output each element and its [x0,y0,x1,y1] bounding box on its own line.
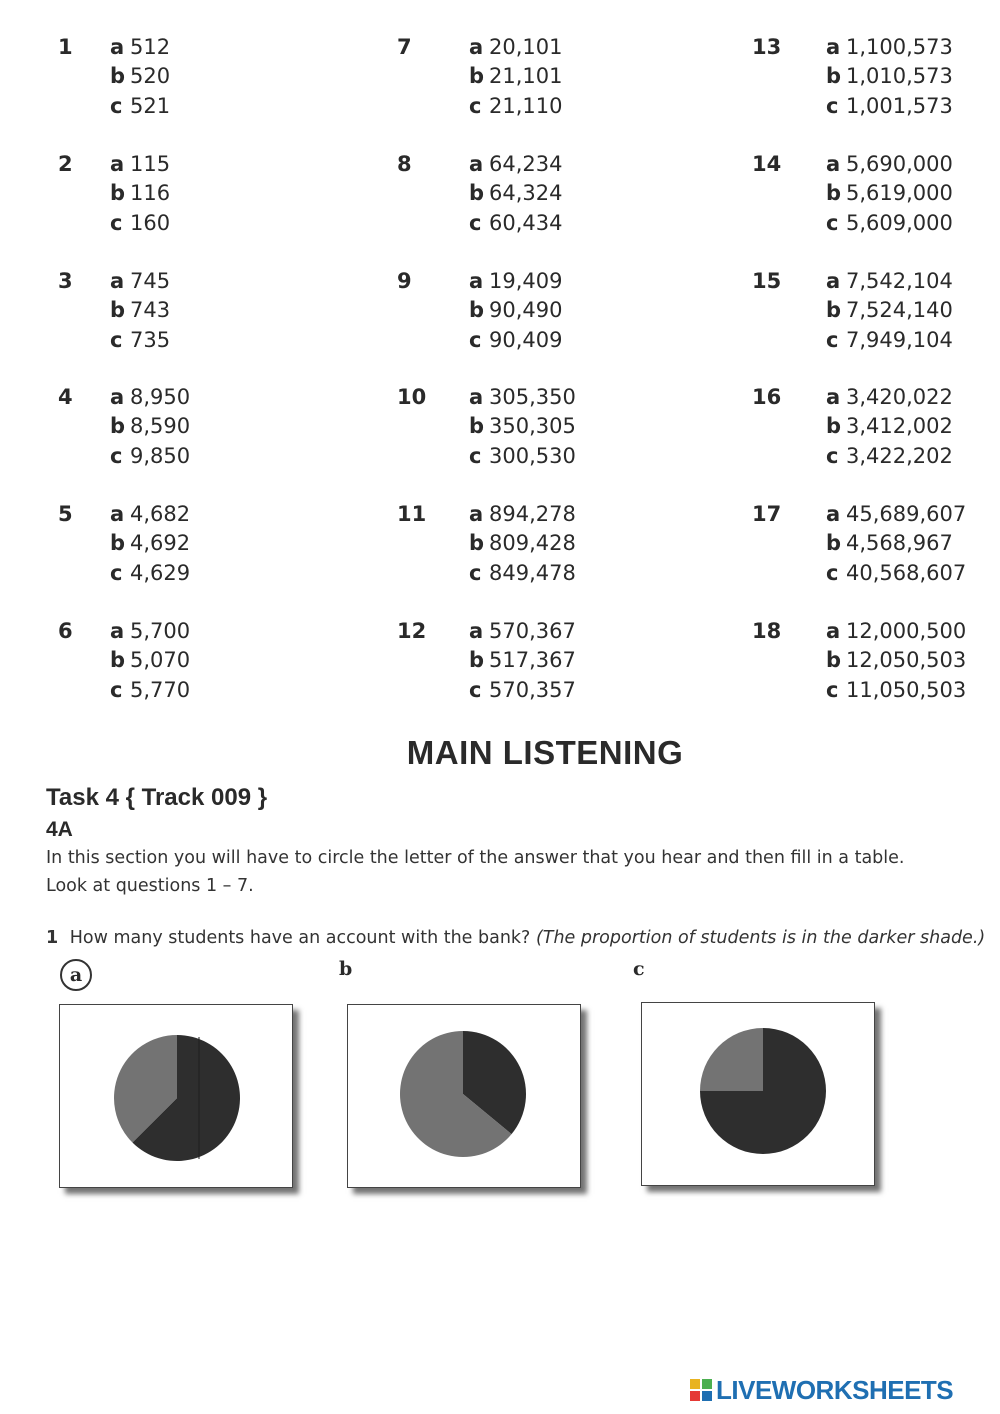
pie-chart-a [60,1005,292,1187]
choice-a-label: a [69,964,83,986]
option-letter: b [110,414,126,439]
option-8-b[interactable] [469,179,562,208]
option-value: 3,422,202 [846,443,953,468]
instruction-line-1: In this section you will have to circle the letter of the answer that you hear and then fill in a table. [46,848,905,868]
question-note: (The proportion of students is in the darker shade.) [535,928,986,948]
option-3-c[interactable] [110,326,170,355]
option-15-a[interactable] [826,267,953,296]
option-value: 300,530 [489,443,576,468]
option-value: 570,367 [489,619,576,643]
option-letter: b [110,298,126,323]
option-letter: a [469,619,484,643]
option-value: 115 [130,152,171,176]
option-5-c[interactable] [110,559,190,588]
option-value: 570,357 [489,677,576,702]
option-value: 4,682 [130,502,191,526]
option-16-a[interactable] [826,383,953,412]
pie-chart-b [348,1005,580,1187]
question-number-15: 15 [752,269,782,293]
question-number-2: 2 [58,152,73,176]
question-number-10: 10 [397,385,427,409]
option-value: 7,524,140 [846,298,953,323]
logo-icon [690,1379,712,1401]
question-number-6: 6 [58,619,73,643]
option-value: 3,420,022 [846,385,953,409]
option-letter: c [826,327,839,352]
option-letter: a [110,619,125,643]
option-18-a[interactable] [826,617,966,646]
option-value: 40,568,607 [846,560,967,585]
option-value: 4,692 [130,531,191,556]
instruction-line-2: Look at questions 1 – 7. [46,876,254,896]
option-value: 5,770 [130,677,191,702]
option-12-a[interactable] [469,617,576,646]
option-value: 3,412,002 [846,414,953,439]
option-value: 4,568,967 [846,531,953,556]
pie-chart-a-box[interactable] [59,1004,293,1188]
option-letter: a [826,269,841,293]
option-letter: b [110,531,126,556]
choice-a[interactable] [60,959,92,991]
option-letter: c [469,210,482,235]
option-value: 5,619,000 [846,181,953,206]
option-value: 517,367 [489,648,576,673]
option-value: 1,100,573 [846,35,953,59]
option-13-a[interactable] [826,33,953,62]
question-number-5: 5 [58,502,73,526]
option-value: 8,950 [130,385,191,409]
option-letter: a [469,152,484,176]
option-letter: a [110,35,125,59]
option-7-c[interactable] [469,92,562,121]
option-letter: c [826,210,839,235]
option-2-c[interactable] [110,209,170,238]
option-10-a[interactable] [469,383,576,412]
option-value: 5,690,000 [846,152,953,176]
option-value: 4,629 [130,560,191,585]
option-letter: c [469,443,482,468]
option-value: 305,350 [489,385,576,409]
option-letter: b [826,298,842,323]
option-14-a[interactable] [826,150,953,179]
option-letter: b [826,181,842,206]
option-value: 849,478 [489,560,576,585]
option-value: 45,689,607 [846,502,967,526]
choice-c[interactable] [633,958,645,980]
option-14-c[interactable] [826,209,953,238]
logo-text: LIVEWORKSHEETS [716,1374,954,1405]
option-value: 90,409 [489,327,563,352]
option-value: 116 [130,181,171,206]
option-value: 735 [130,327,171,352]
option-3-a[interactable] [110,267,170,296]
option-17-c[interactable] [826,559,966,588]
option-letter: a [826,35,841,59]
option-letter: b [469,181,485,206]
option-letter: a [469,269,484,293]
option-7-a[interactable] [469,33,562,62]
option-letter: c [110,210,123,235]
option-16-c[interactable] [826,442,953,471]
option-value: 19,409 [489,269,563,293]
option-6-b[interactable] [110,646,190,675]
option-letter: b [469,298,485,323]
option-18-b[interactable] [826,646,966,675]
option-letter: b [826,414,842,439]
option-9-b[interactable] [469,296,562,325]
pie-chart-c-box[interactable] [641,1002,875,1186]
option-value: 64,324 [489,181,563,206]
option-letter: c [110,327,123,352]
option-15-b[interactable] [826,296,953,325]
option-value: 743 [130,298,171,323]
pie-c-slice-other [700,1028,763,1091]
option-letter: c [826,677,839,702]
option-value: 12,050,503 [846,648,967,673]
option-value: 20,101 [489,35,563,59]
option-1-c[interactable] [110,92,170,121]
option-letter: c [826,443,839,468]
option-8-c[interactable] [469,209,562,238]
question-number-1: 1 [58,35,73,59]
option-value: 5,700 [130,619,191,643]
option-15-c[interactable] [826,326,953,355]
option-letter: c [110,560,123,585]
option-value: 8,590 [130,414,191,439]
option-10-c[interactable] [469,442,576,471]
option-letter: b [110,64,126,89]
option-17-a[interactable] [826,500,966,529]
option-value: 90,490 [489,298,563,323]
option-letter: a [826,502,841,526]
option-value: 11,050,503 [846,677,967,702]
option-letter: a [826,385,841,409]
option-14-b[interactable] [826,179,953,208]
option-letter: b [469,64,485,89]
option-value: 64,234 [489,152,563,176]
option-9-c[interactable] [469,326,562,355]
option-letter: c [469,327,482,352]
option-16-b[interactable] [826,412,953,441]
question-number-7: 7 [397,35,412,59]
option-letter: b [110,181,126,206]
question-number-16: 16 [752,385,782,409]
option-letter: a [826,152,841,176]
question-number-14: 14 [752,152,782,176]
option-letter: a [110,152,125,176]
option-13-c[interactable] [826,92,953,121]
option-letter: a [110,502,125,526]
option-letter: a [469,35,484,59]
question-number-18: 18 [752,619,782,643]
option-10-b[interactable] [469,412,576,441]
option-11-c[interactable] [469,559,576,588]
question-number: 1 [46,928,59,948]
option-letter: a [826,619,841,643]
option-2-b[interactable] [110,179,170,208]
question-number-8: 8 [397,152,412,176]
option-5-a[interactable] [110,500,190,529]
option-value: 5,070 [130,648,191,673]
option-1-b[interactable] [110,62,170,91]
option-letter: b [469,531,485,556]
question-number-9: 9 [397,269,412,293]
section-heading: MAIN LISTENING [406,734,684,771]
option-9-a[interactable] [469,267,562,296]
option-letter: b [826,64,842,89]
option-17-b[interactable] [826,529,953,558]
option-value: 745 [130,269,171,293]
pie-chart-c [642,1003,874,1185]
option-12-c[interactable] [469,676,576,705]
option-letter: c [469,560,482,585]
question-1 [46,928,985,948]
option-value: 809,428 [489,531,576,556]
choice-b-label: b [339,958,353,980]
option-13-b[interactable] [826,62,953,91]
option-value: 512 [130,35,171,59]
option-7-b[interactable] [469,62,562,91]
pie-chart-b-box[interactable] [347,1004,581,1188]
question-number-4: 4 [58,385,73,409]
option-letter: a [110,385,125,409]
option-4-b[interactable] [110,412,190,441]
option-value: 7,949,104 [846,327,953,352]
subsection-title: 4A [46,818,73,841]
option-value: 350,305 [489,414,576,439]
option-value: 21,110 [489,93,563,118]
question-number-17: 17 [752,502,782,526]
option-letter: c [469,93,482,118]
option-letter: b [469,414,485,439]
question-number-11: 11 [397,502,427,526]
option-letter: b [826,648,842,673]
option-value: 1,010,573 [846,64,953,89]
circle-mark [60,959,92,991]
liveworksheets-logo [690,1372,953,1408]
question-text: How many students have an account with the bank? [69,928,531,948]
option-value: 1,001,573 [846,93,953,118]
option-letter: a [469,502,484,526]
option-value: 12,000,500 [846,619,967,643]
choice-b[interactable] [339,958,352,980]
option-letter: a [469,385,484,409]
option-letter: a [110,269,125,293]
option-value: 894,278 [489,502,576,526]
question-number-3: 3 [58,269,73,293]
option-value: 160 [130,210,171,235]
option-value: 520 [130,64,171,89]
option-letter: c [469,677,482,702]
option-letter: c [826,93,839,118]
option-6-a[interactable] [110,617,190,646]
question-number-12: 12 [397,619,427,643]
option-letter: c [110,677,123,702]
option-letter: c [110,93,123,118]
task-title: Task 4 { Track 009 } [46,784,268,811]
option-2-a[interactable] [110,150,170,179]
option-letter: c [110,443,123,468]
option-value: 9,850 [130,443,191,468]
option-value: 7,542,104 [846,269,953,293]
option-4-a[interactable] [110,383,190,412]
option-11-b[interactable] [469,529,576,558]
option-18-c[interactable] [826,676,966,705]
option-8-a[interactable] [469,150,562,179]
option-3-b[interactable] [110,296,170,325]
option-letter: b [826,531,842,556]
option-4-c[interactable] [110,442,190,471]
option-12-b[interactable] [469,646,576,675]
option-6-c[interactable] [110,676,190,705]
option-value: 21,101 [489,64,563,89]
option-letter: b [469,648,485,673]
option-letter: b [110,648,126,673]
option-11-a[interactable] [469,500,576,529]
option-1-a[interactable] [110,33,170,62]
option-5-b[interactable] [110,529,190,558]
option-value: 5,609,000 [846,210,953,235]
option-value: 60,434 [489,210,563,235]
option-value: 521 [130,93,171,118]
option-letter: c [826,560,839,585]
question-number-13: 13 [752,35,782,59]
choice-c-label: c [633,958,645,980]
